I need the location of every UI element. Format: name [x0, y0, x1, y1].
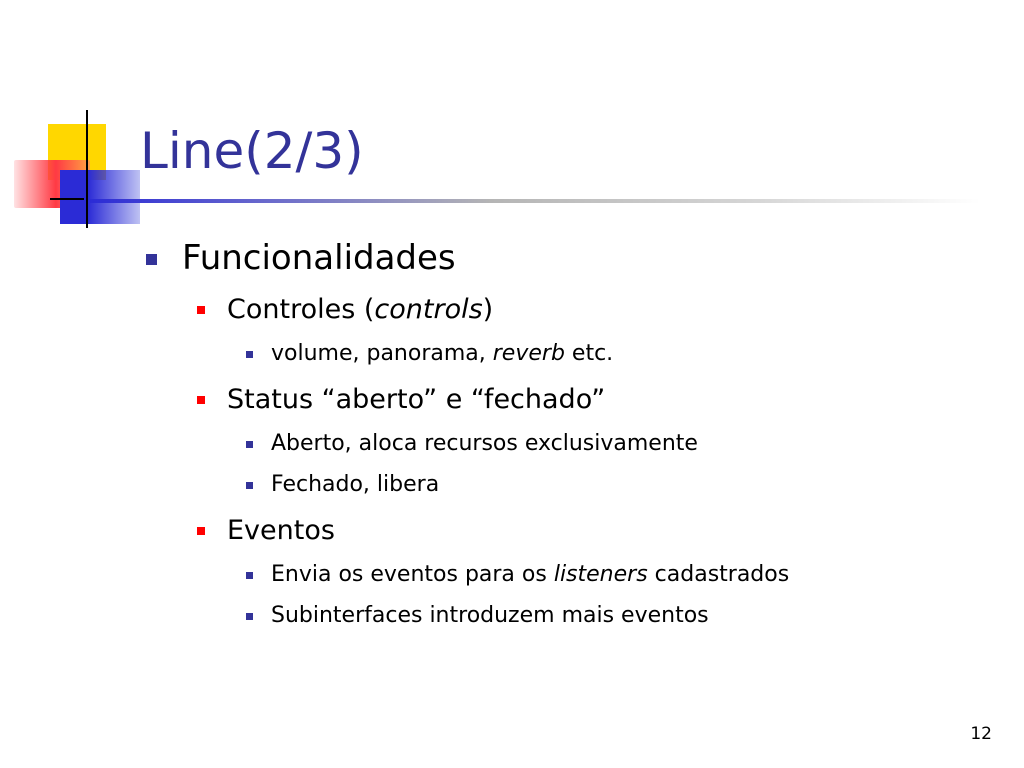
square-bullet-icon	[246, 572, 253, 579]
bullet-funcionalidades	[182, 238, 456, 278]
bullet-text-post: etc.	[564, 341, 614, 366]
bullet-text-post: )	[482, 294, 494, 325]
bullet-text: Funcionalidades	[182, 238, 456, 278]
slide-title: Line(2/3)	[140, 122, 364, 180]
bullet-envia	[271, 561, 789, 589]
square-bullet-icon	[246, 351, 253, 358]
bullet-text: Subinterfaces introduzem mais eventos	[271, 603, 709, 628]
bullet-controles	[227, 294, 493, 326]
square-bullet-icon	[197, 527, 205, 535]
bullet-aberto	[271, 430, 698, 458]
bullet-text: Status “aberto” e “fechado”	[227, 384, 606, 415]
square-bullet-icon	[246, 482, 253, 489]
bullet-text-emphasis: controls	[374, 294, 483, 325]
square-bullet-icon	[246, 441, 253, 448]
bullet-status	[227, 384, 605, 416]
bullet-text: Fechado, libera	[271, 472, 440, 497]
square-bullet-icon	[146, 254, 157, 265]
bullet-text-pre: Controles (	[227, 294, 375, 325]
square-bullet-icon	[197, 306, 205, 314]
bullet-volume	[271, 340, 613, 368]
bullet-text: Eventos	[227, 515, 335, 546]
square-bullet-icon	[197, 396, 205, 404]
bullet-text-post: cadastrados	[647, 562, 790, 587]
bullet-text: Aberto, aloca recursos exclusivamente	[271, 431, 698, 456]
bullet-text-emphasis: listeners	[553, 562, 648, 587]
square-bullet-icon	[246, 613, 253, 620]
bullet-text-pre: Envia os eventos para os	[271, 562, 554, 587]
bullet-fechado	[271, 471, 439, 499]
bullet-eventos	[227, 515, 335, 547]
bullet-text-pre: volume, panorama,	[271, 341, 493, 366]
bullet-subinterfaces	[271, 602, 709, 630]
bullet-text-emphasis: reverb	[492, 341, 565, 366]
page-number: 12	[970, 724, 992, 744]
